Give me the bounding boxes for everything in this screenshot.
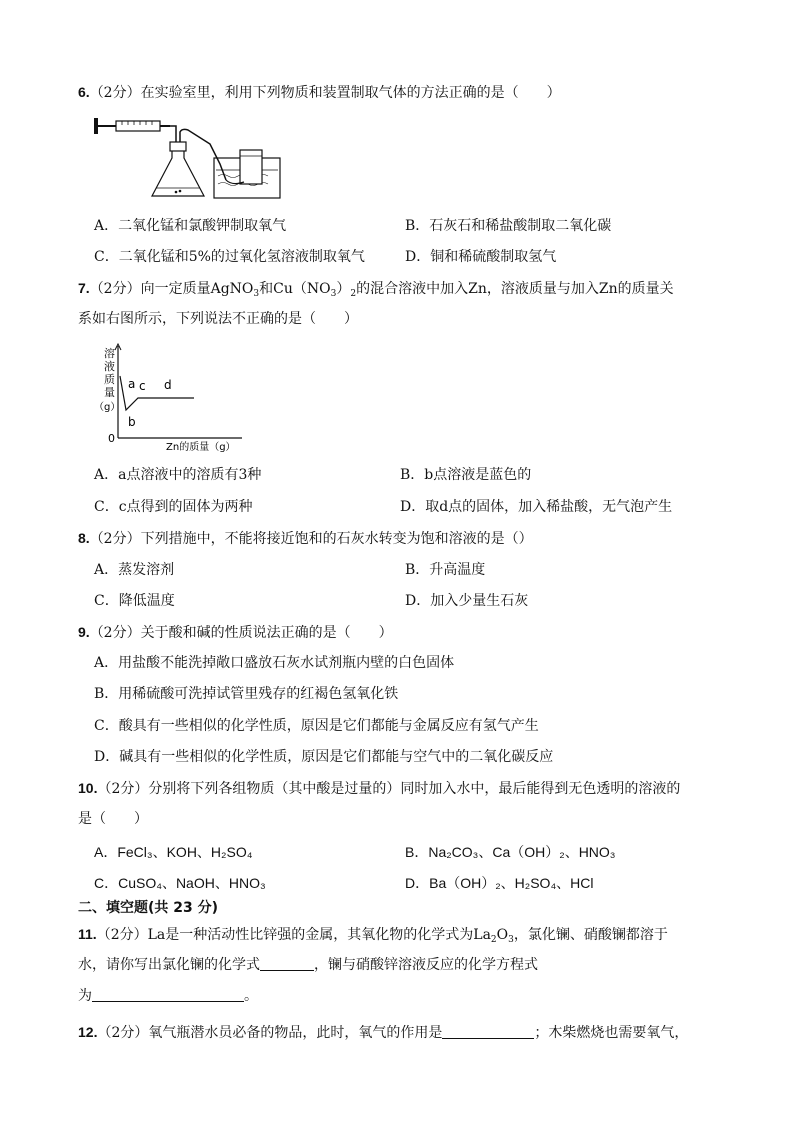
question-number: 11. (78, 926, 97, 942)
q6-option-a: A．二氧化锰和氯酸钾制取氧气 (94, 218, 287, 234)
question-number: 7. (78, 280, 90, 296)
question-11-line3 (78, 986, 258, 1006)
subscript: 2 (490, 935, 497, 945)
question-text: ；木柴燃烧也需要氧气， (534, 1025, 689, 1041)
question-8-stem (78, 528, 533, 549)
q8-option-d: D．加入少量生石灰 (405, 593, 529, 609)
y-label-char: 液 (104, 360, 115, 373)
subscript: 3 (330, 289, 337, 299)
x-axis-label: Zn的质量（g） (166, 442, 236, 453)
q8-option-a: A．蒸发溶剂 (94, 562, 175, 578)
q7-option-b: B．b点溶液是蓝色的 (400, 467, 532, 483)
answer-blank-oxygen-role[interactable] (442, 1024, 534, 1039)
answer-blank-formula[interactable] (260, 956, 314, 971)
question-11-line1 (78, 924, 668, 945)
question-text: 分别将下列各组物质（其中酸是过量的）同时加入水中，最后能得到无色透明的溶液的 (148, 781, 681, 797)
question-text: ，氯化镧、硝酸镧都溶于 (513, 927, 668, 943)
question-text: 向一定质量AgNO (140, 281, 254, 297)
q8-option-c: C．降低温度 (94, 593, 175, 609)
syringe-barrel (116, 121, 160, 131)
rubber-stopper (170, 142, 186, 151)
question-11-line2 (78, 955, 538, 975)
question-7-stem (78, 278, 674, 299)
question-12-line1 (78, 1022, 688, 1043)
apparatus-diagram (92, 112, 292, 204)
answer-blank-equation[interactable] (92, 987, 244, 1002)
q8-option-b: B．升高温度 (405, 562, 486, 578)
question-10-stem (78, 778, 680, 799)
question-text: 为 (78, 988, 92, 1004)
solution-mass-graph (90, 340, 260, 456)
q6-option-b: B．石灰石和稀盐酸制取二氧化碳 (405, 218, 612, 234)
question-score: （2分） (97, 781, 149, 797)
section-heading: 二、填空题(共 23 分) (78, 900, 219, 916)
q6-option-d: D．铜和稀硫酸制取氢气 (405, 249, 557, 265)
question-text: 下列措施中，不能将接近饱和的石灰水转变为饱和溶液的是（） (140, 531, 533, 547)
question-text: 关于酸和碱的性质说法正确的是（ ） (140, 625, 393, 641)
q9-option-c: C．酸具有一些相似的化学性质，原因是它们都能与金属反应有氢气产生 (94, 718, 539, 734)
point-b: b (128, 415, 136, 429)
question-text: 的混合溶液中加入Zn，溶液质量与加入Zn的质量关 (356, 281, 674, 297)
y-label-char: 溶 (104, 347, 115, 360)
question-6-stem (78, 82, 561, 103)
origin-label: 0 (108, 432, 115, 445)
point-c: c (139, 379, 146, 393)
question-score: （2分） (96, 927, 148, 943)
question-number: 9. (78, 624, 90, 640)
delivery-tube (180, 129, 226, 180)
question-score: （2分） (89, 85, 141, 101)
question-text: O (496, 927, 509, 943)
question-text: 水，请你写出氯化镧的化学式 (78, 957, 260, 973)
point-a: a (128, 377, 136, 391)
question-number: 6. (78, 84, 90, 100)
gas-collecting-bottle (240, 150, 262, 184)
question-text: 氧气瓶潜水员必备的物品，此时，氧气的作用是 (148, 1025, 443, 1041)
question-10-stem-line2: 是（ ） (78, 811, 148, 827)
question-text: ） (336, 281, 351, 297)
question-number: 8. (78, 530, 90, 546)
q9-option-d: D．碱具有一些相似的化学性质，原因是它们都能与空气中的二氧化碳反应 (94, 749, 554, 765)
y-label-char: 量 (104, 386, 115, 399)
q10-option-b: B．Na₂CO₃、Ca（OH）₂、HNO₃ (405, 844, 616, 860)
syringe-handle (94, 118, 98, 134)
conical-flask (152, 151, 204, 196)
subscript: 3 (508, 935, 514, 945)
q6-option-c: C．二氧化锰和5%的过氧化氢溶液制取氧气 (94, 249, 365, 265)
question-score: （2分） (89, 531, 141, 547)
question-score: （2分） (89, 281, 141, 297)
q7-option-d: D．取d点的固体，加入稀盐酸，无气泡产生 (400, 499, 673, 515)
question-number: 10. (78, 780, 98, 796)
question-9-stem (78, 622, 393, 643)
question-text: 和Cu（NO (259, 281, 331, 297)
q10-option-d: D．Ba（OH）₂、H₂SO₄、HCl (405, 875, 594, 891)
point-d: d (164, 378, 172, 392)
question-text: La是一种活动性比锌强的金属，其氧化物的化学式为La (147, 927, 491, 943)
q9-option-b: B．用稀硫酸可洗掉试管里残存的红褐色氢氧化铁 (94, 686, 399, 702)
q10-option-c: C．CuSO₄、NaOH、HNO₃ (94, 875, 266, 891)
question-score: （2分） (97, 1025, 149, 1041)
question-score: （2分） (89, 625, 141, 641)
question-text: 在实验室里，利用下列物质和装置制取气体的方法正确的是（ ） (140, 85, 561, 101)
q10-option-a: A．FeCl₃、KOH、H₂SO₄ (94, 844, 253, 860)
q9-option-a: A．用盐酸不能洗掉敞口盛放石灰水试剂瓶内壁的白色固体 (94, 655, 455, 671)
y-label-char: 质 (104, 373, 115, 386)
question-number: 12. (78, 1024, 98, 1040)
question-7-stem-line2: 系如右图所示，下列说法不正确的是（ ） (78, 311, 358, 327)
question-text: ，镧与硝酸锌溶液反应的化学方程式 (314, 957, 538, 973)
question-text: 。 (244, 988, 258, 1004)
subscript: 2 (350, 289, 357, 299)
y-axis-unit: （g） (94, 402, 121, 413)
q7-option-c: C．c点得到的固体为两种 (94, 499, 253, 515)
q7-option-a: A．a点溶液中的溶质有3种 (94, 467, 262, 483)
subscript: 3 (253, 289, 260, 299)
